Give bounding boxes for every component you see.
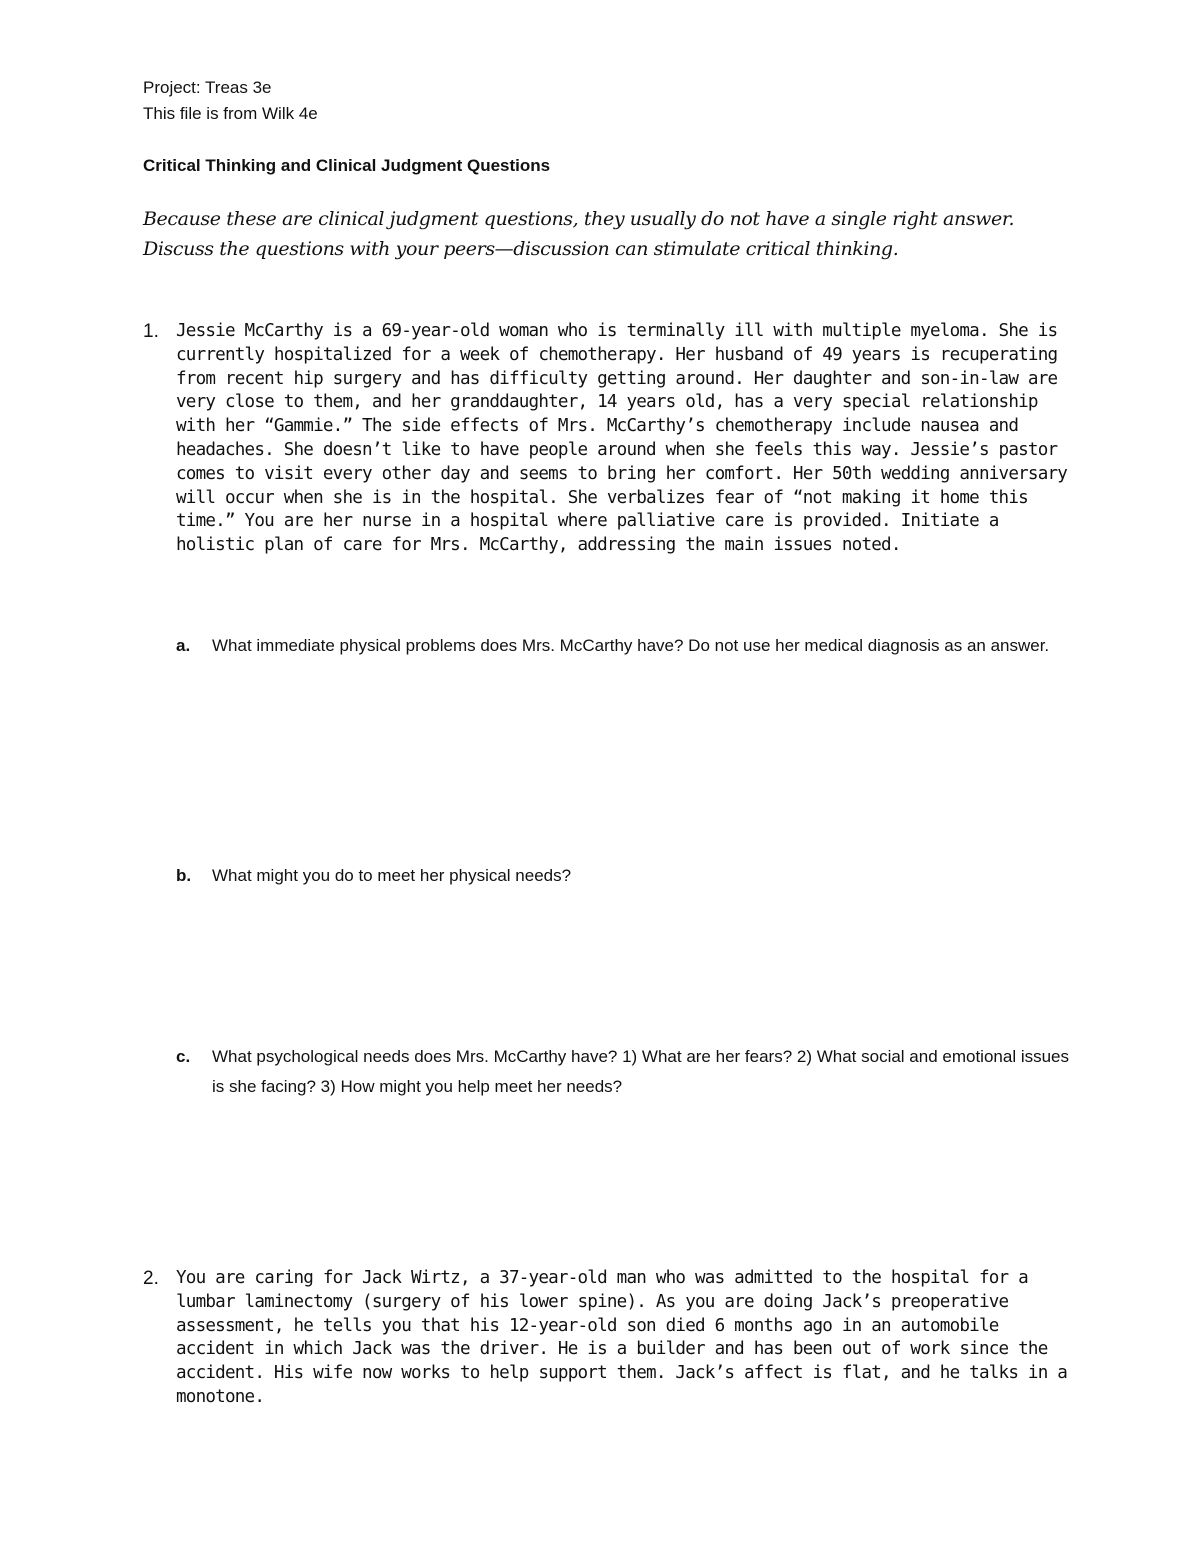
question-number: 1. — [143, 321, 159, 342]
question-text: You are caring for Jack Wirtz, a 37-year-old man who was admitted to the hospital for a lumbar laminectomy (surgery of his lower spine). As you are doing Jack’s preoperative assessment, he tells you that his 12-year-old son died 6 months ago in an automobile accident in which Jack was the driver. He is a builder and has been out of work since the accident. His wife now works to help support them. Jack’s affect is flat, and he talks in a monotone. — [176, 1268, 1068, 1407]
subquestion-text: What immediate physical problems does Mrs. McCarthy have? Do not use her medical diagnosis as an answer. — [212, 636, 1050, 655]
source-label: This file is from Wilk 4e — [143, 104, 318, 123]
subquestion-letter: b. — [176, 866, 192, 885]
subquestion-letter: a. — [176, 636, 191, 655]
intro-paragraph: Because these are clinical judgment questions, they usually do not have a single right answer. Discuss the questions with your peers—discussion can stimulate critical thinking. — [143, 208, 1015, 260]
question-number: 2. — [143, 1268, 159, 1289]
subquestion-text: What might you do to meet her physical needs? — [212, 866, 572, 885]
section-title: Critical Thinking and Clinical Judgment Questions — [143, 156, 551, 175]
subquestion-letter: c. — [176, 1047, 191, 1066]
project-label: Project: Treas 3e — [143, 78, 272, 97]
question-text: Jessie McCarthy is a 69-year-old woman who is terminally ill with multiple myeloma. She is currently hospitalized for a week of chemotherapy. Her husband of 49 years is recuperating from recent hip surgery and has difficulty getting around. Her daughter and son-in-law are very close to them, and her granddaughter, 14 years old, has a very special relationship with her “Gammie.” The side effects of Mrs. McCarthy’s chemotherapy include nausea and headaches. She doesn’t like to have people around when she feels this way. Jessie’s pastor comes to visit every other day and seems to bring her comfort. Her 50th wedding anniversary will occur when she is in the hospital. She verbalizes fear of “not making it home this time.” You are her nurse in a hospital where palliative care is provided. Initiate a holistic plan of care for Mrs. McCarthy, addressing the main issues noted. — [176, 321, 1068, 556]
subquestion-text: What psychological needs does Mrs. McCarthy have? 1) What are her fears? 2) What social and emotional issues is she facing? 3) How might you help meet her needs? — [212, 1047, 1070, 1096]
